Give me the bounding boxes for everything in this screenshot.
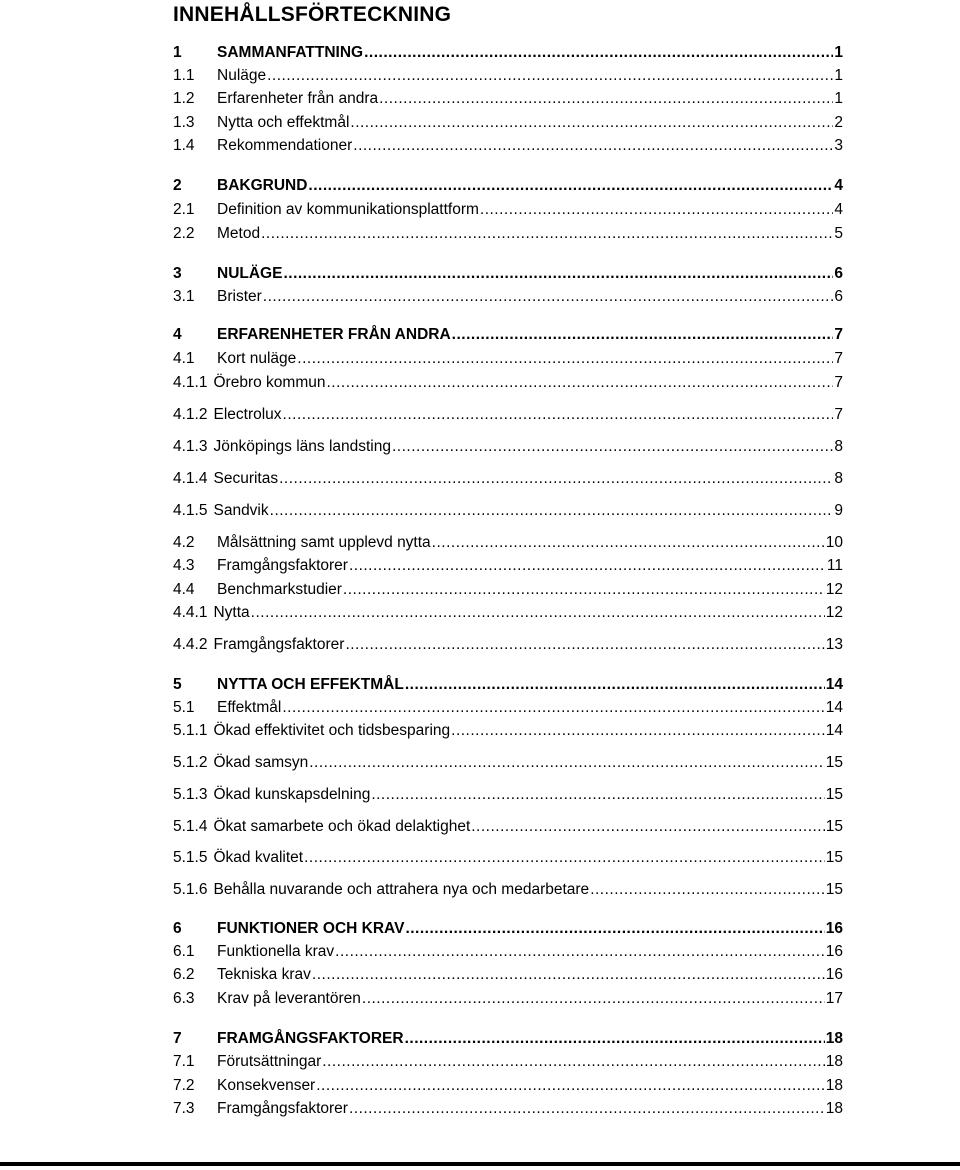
toc-leader-dots (279, 470, 833, 488)
toc-leader-dots (270, 502, 834, 520)
toc-leader-dots (451, 722, 825, 740)
toc-leader-dots (405, 1030, 825, 1048)
toc-entry-number: 4.1.2 (173, 406, 208, 423)
toc-leader-dots (309, 754, 825, 772)
toc-leader-dots (379, 90, 833, 108)
toc-entry-page: 7 (834, 374, 843, 391)
toc-entry-page: 1 (834, 90, 843, 107)
toc-entry-label: Framgångsfaktorer (217, 557, 348, 574)
toc-leader-dots (371, 786, 824, 804)
toc-entry-page: 14 (825, 699, 843, 716)
toc-entry-number: 5.1.5 (173, 849, 208, 866)
toc-entry-number: 2.1 (173, 201, 195, 218)
toc-entry-label: Ökad effektivitet och tidsbesparing (213, 722, 451, 739)
toc-entry-label: Benchmarkstudier (217, 581, 342, 598)
toc-entry-page: 18 (825, 1053, 843, 1070)
toc-entry[interactable] (173, 581, 843, 603)
page-title: INNEHÅLLSFÖRTECKNING (173, 3, 452, 26)
toc-entry-label: ERFARENHETER FRÅN ANDRA (217, 326, 451, 343)
toc-entry-page: 10 (825, 534, 843, 551)
toc-entry[interactable] (173, 557, 843, 579)
toc-entry-label: Nytta (213, 604, 250, 621)
toc-entry-number: 3 (173, 265, 182, 282)
toc-entry-label: Nuläge (217, 67, 267, 84)
toc-leader-dots (345, 636, 824, 654)
toc-entry-number: 5.1.3 (173, 786, 208, 803)
toc-leader-dots (471, 818, 825, 836)
toc-leader-dots (452, 326, 834, 344)
toc-entry-label: Konsekvenser (217, 1077, 316, 1094)
toc-entry-number: 4.4 (173, 581, 195, 598)
toc-entry-page: 15 (825, 881, 843, 898)
toc-entry-label: NULÄGE (217, 265, 283, 282)
toc-entry[interactable] (173, 1053, 843, 1075)
toc-entry-label: Effektmål (217, 699, 282, 716)
toc-leader-dots (392, 438, 833, 456)
toc-entry-page: 16 (825, 920, 843, 937)
toc-entry[interactable] (173, 90, 843, 112)
toc-leader-dots (349, 557, 826, 575)
toc-entry-page: 15 (825, 786, 843, 803)
toc-entry-label: Electrolux (213, 406, 282, 423)
toc-entry-label: Örebro kommun (213, 374, 326, 391)
toc-entry[interactable] (173, 225, 843, 247)
toc-entry-label: Tekniska krav (217, 966, 311, 983)
toc-entry-label: Nytta och effektmål (217, 114, 350, 131)
toc-entry-page: 3 (834, 137, 843, 154)
toc-entry-number: 4.1.3 (173, 438, 208, 455)
toc-entry[interactable] (173, 114, 843, 136)
toc-entry-page: 18 (825, 1077, 843, 1094)
toc-entry-number: 2 (173, 177, 182, 194)
toc-entry-number: 5 (173, 676, 182, 693)
toc-entry[interactable] (173, 636, 843, 658)
toc-entry[interactable] (173, 406, 843, 428)
toc-entry-number: 3.1 (173, 288, 195, 305)
toc-leader-dots (432, 534, 825, 552)
toc-entry-number: 4.1.1 (173, 374, 208, 391)
toc-entry-number: 6.3 (173, 990, 195, 1007)
toc-entry-page: 6 (834, 288, 843, 305)
toc-entry-number: 7 (173, 1030, 182, 1047)
toc-entry-number: 1.4 (173, 137, 195, 154)
toc-leader-dots (304, 849, 825, 867)
toc-leader-dots (297, 350, 833, 368)
toc-entry[interactable] (173, 920, 843, 942)
toc-leader-dots (405, 676, 825, 694)
toc-entry-page: 16 (825, 966, 843, 983)
toc-entry-number: 5.1 (173, 699, 195, 716)
toc-entry-label: SAMMANFATTNING (217, 44, 364, 61)
toc-entry-page: 5 (834, 225, 843, 242)
toc-entry[interactable] (173, 177, 843, 199)
toc-entry-label: Förutsättningar (217, 1053, 322, 1070)
toc-entry-number: 2.2 (173, 225, 195, 242)
toc-entry[interactable] (173, 1100, 843, 1122)
toc-leader-dots (267, 67, 833, 85)
toc-entry-page: 17 (825, 990, 843, 1007)
toc-entry-page: 15 (825, 849, 843, 866)
toc-entry-number: 7.1 (173, 1053, 195, 1070)
toc-entry-label: Securitas (213, 470, 279, 487)
toc-entry[interactable] (173, 604, 843, 626)
toc-entry-label: Brister (217, 288, 262, 305)
toc-entry[interactable] (173, 67, 843, 89)
toc-entry[interactable] (173, 722, 843, 744)
toc-entry-label: Sandvik (213, 502, 269, 519)
toc-entry[interactable] (173, 818, 843, 840)
toc-entry[interactable] (173, 966, 843, 988)
toc-entry[interactable] (173, 699, 843, 721)
toc-entry[interactable] (173, 288, 843, 310)
toc-entry[interactable] (173, 326, 843, 348)
toc-entry-page: 18 (825, 1030, 843, 1047)
toc-entry-label: BAKGRUND (217, 177, 308, 194)
toc-entry-label: Krav på leverantören (217, 990, 361, 1007)
toc-entry-label: Målsättning samt upplevd nytta (217, 534, 431, 551)
toc-entry[interactable] (173, 502, 843, 524)
toc-entry-number: 1.3 (173, 114, 195, 131)
toc-leader-dots (261, 225, 833, 243)
toc-entry-number: 4.1.5 (173, 502, 208, 519)
toc-entry[interactable] (173, 374, 843, 396)
toc-leader-dots (353, 137, 833, 155)
toc-entry[interactable] (173, 754, 843, 776)
toc-entry-label: Framgångsfaktorer (217, 1100, 348, 1117)
toc-entry[interactable] (173, 44, 843, 66)
toc-leader-dots (590, 881, 825, 899)
toc-leader-dots (263, 288, 834, 306)
toc-entry[interactable] (173, 676, 843, 698)
toc-entry-page: 14 (825, 722, 843, 739)
footer-rule (0, 1162, 960, 1166)
toc-entry-number: 4 (173, 326, 182, 343)
toc-entry-number: 5.1.2 (173, 754, 208, 771)
toc-entry[interactable] (173, 1030, 843, 1052)
toc-entry-number: 6 (173, 920, 182, 937)
toc-leader-dots (316, 1077, 825, 1095)
toc-leader-dots (335, 943, 825, 961)
toc-entry-label: NYTTA OCH EFFEKTMÅL (217, 676, 404, 693)
toc-entry-number: 4.1 (173, 350, 195, 367)
toc-entry-page: 4 (834, 201, 843, 218)
toc-entry[interactable] (173, 470, 843, 492)
toc-entry-number: 4.3 (173, 557, 195, 574)
toc-leader-dots (480, 201, 833, 219)
toc-entry[interactable] (173, 350, 843, 372)
toc-entry-page: 11 (826, 557, 843, 574)
toc-entry-label: FUNKTIONER OCH KRAV (217, 920, 405, 937)
toc-leader-dots (326, 374, 833, 392)
toc-leader-dots (405, 920, 824, 938)
toc-leader-dots (312, 966, 825, 984)
toc-entry-number: 1.1 (173, 67, 195, 84)
toc-entry-number: 4.4.1 (173, 604, 208, 621)
toc-entry[interactable] (173, 849, 843, 871)
toc-entry[interactable] (173, 1077, 843, 1099)
toc-entry-label: Funktionella krav (217, 943, 335, 960)
toc-leader-dots (362, 990, 825, 1008)
toc-entry-page: 6 (834, 265, 843, 282)
toc-entry-label: Kort nuläge (217, 350, 297, 367)
toc-entry-page: 8 (834, 470, 843, 487)
toc-entry-label: FRAMGÅNGSFAKTORER (217, 1030, 404, 1047)
toc-entry-number: 4.2 (173, 534, 195, 551)
toc-leader-dots (350, 114, 833, 132)
toc-entry[interactable] (173, 943, 843, 965)
toc-entry[interactable] (173, 137, 843, 159)
toc-entry-page: 13 (825, 636, 843, 653)
toc-entry-label: Ökat samarbete och ökad delaktighet (213, 818, 471, 835)
toc-entry-page: 1 (834, 44, 843, 61)
toc-entry-label: Behålla nuvarande och attrahera nya och medarbetare (213, 881, 590, 898)
toc-leader-dots (308, 177, 833, 195)
toc-entry-number: 7.3 (173, 1100, 195, 1117)
toc-entry-number: 4.1.4 (173, 470, 208, 487)
toc-leader-dots (343, 581, 825, 599)
toc-entry-label: Ökad kvalitet (213, 849, 304, 866)
toc-entry-page: 9 (834, 502, 843, 519)
toc-entry-number: 1 (173, 44, 182, 61)
toc-entry-label: Metod (217, 225, 261, 242)
toc-leader-dots (282, 699, 824, 717)
toc-entry[interactable] (173, 438, 843, 460)
toc-entry-page: 15 (825, 754, 843, 771)
toc-entry-page: 8 (834, 438, 843, 455)
toc-entry-number: 1.2 (173, 90, 195, 107)
toc-entry-page: 7 (834, 406, 843, 423)
toc-entry-number: 7.2 (173, 1077, 195, 1094)
toc-entry-label: Framgångsfaktorer (213, 636, 345, 653)
toc-entry-label: Jönköpings läns landsting (213, 438, 391, 455)
toc-entry-page: 1 (834, 67, 843, 84)
toc-entry-page: 2 (834, 114, 843, 131)
toc-entry-page: 18 (825, 1100, 843, 1117)
toc-entry-label: Erfarenheter från andra (217, 90, 379, 107)
toc-entry-number: 6.1 (173, 943, 195, 960)
toc-entry-number: 4.4.2 (173, 636, 208, 653)
toc-leader-dots (283, 406, 834, 424)
toc-leader-dots (322, 1053, 825, 1071)
toc-entry[interactable] (173, 265, 843, 287)
toc-entry-number: 5.1.6 (173, 881, 208, 898)
toc-entry-page: 4 (834, 177, 843, 194)
toc-entry-label: Ökad samsyn (213, 754, 309, 771)
toc-entry-page: 16 (825, 943, 843, 960)
toc-entry-number: 5.1.4 (173, 818, 208, 835)
toc-entry-page: 12 (825, 581, 843, 598)
toc-leader-dots (283, 265, 833, 283)
toc-entry-page: 14 (825, 676, 843, 693)
toc-entry-page: 15 (825, 818, 843, 835)
toc-entry-number: 6.2 (173, 966, 195, 983)
toc-entry-page: 12 (825, 604, 843, 621)
toc-entry-page: 7 (834, 326, 843, 343)
toc-entry-number: 5.1.1 (173, 722, 208, 739)
toc-entry-label: Ökad kunskapsdelning (213, 786, 371, 803)
toc-entry[interactable] (173, 201, 843, 223)
toc-entry-label: Definition av kommunikationsplattform (217, 201, 479, 218)
toc-entry[interactable] (173, 786, 843, 808)
toc-entry[interactable] (173, 990, 843, 1012)
toc-entry[interactable] (173, 534, 843, 556)
toc-entry[interactable] (173, 881, 843, 903)
toc-entry-label: Rekommendationer (217, 137, 353, 154)
toc-leader-dots (364, 44, 833, 62)
toc-entry-page: 7 (834, 350, 843, 367)
toc-leader-dots (251, 604, 825, 622)
toc-leader-dots (349, 1100, 825, 1118)
